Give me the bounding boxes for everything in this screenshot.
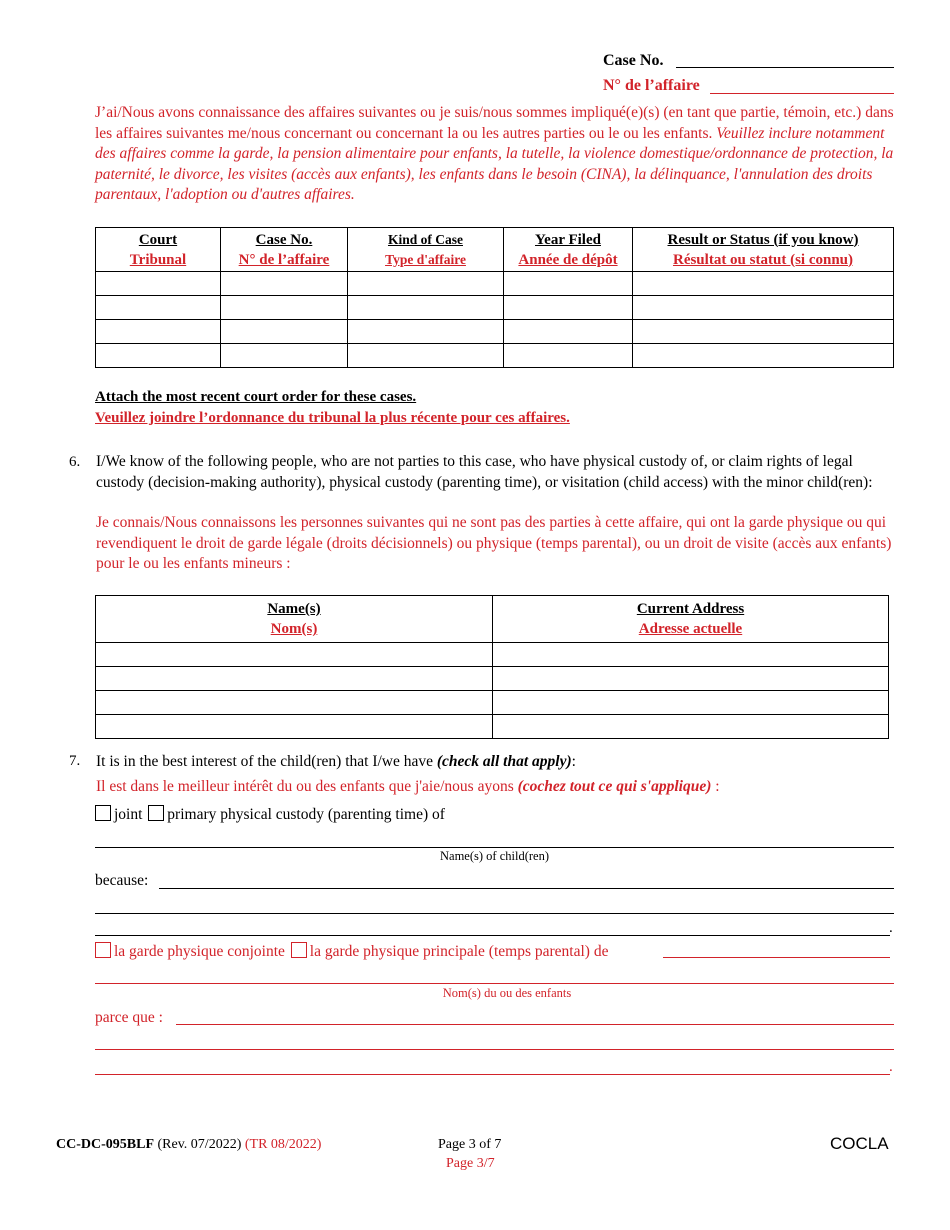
col-year-filed: Year Filed Année de dépôt (504, 228, 633, 272)
item-7-text-plain: It is in the best interest of the child(ren) that I/we have (96, 753, 437, 770)
because-label-fr: parce que : (95, 1009, 163, 1026)
table-cell[interactable] (633, 296, 894, 320)
item-6-text-fr: Je connais/Nous connaissons les personnes suivantes qui ne sont pas des parties à cette affaire, qui ont la garde physique ou qui revendiquent le droit de garde légale (droits décisionnels) ou physique (temps parental), ou un droit de visite (accès aux enfants) pour le ou les enfants mineurs : (96, 514, 892, 572)
form-id: CC-DC-095BLF (56, 1137, 154, 1152)
because-period: . (889, 920, 893, 936)
because-field-1[interactable] (159, 888, 894, 889)
cases-table-header (96, 228, 894, 272)
table-row (96, 643, 889, 667)
table-cell[interactable] (96, 691, 493, 715)
col-kind-of-case: Kind of Case Type d'affaire (348, 228, 504, 272)
col-case-no: Case No. N° de l’affaire (221, 228, 348, 272)
item-7-fr-colon: : (711, 778, 720, 795)
joint-checkbox-fr[interactable] (95, 942, 111, 958)
table-cell[interactable] (493, 667, 889, 691)
item-6-text: I/We know of the following people, who are not parties to this case, who have physical custody of, or claim rights of legal custody (decision-making authority), physical custody (parenting time), or visitation (child access) with the minor child(ren): (96, 453, 873, 491)
table-row (96, 296, 894, 320)
table-cell[interactable] (504, 296, 633, 320)
table-cell[interactable] (221, 320, 348, 344)
table-row (96, 344, 894, 368)
joint-label: joint (114, 806, 143, 823)
joint-label-fr: la garde physique conjointe (114, 943, 285, 960)
because-period-fr: . (889, 1059, 893, 1075)
table-cell[interactable] (96, 667, 493, 691)
table-row (96, 272, 894, 296)
table-cell[interactable] (493, 643, 889, 667)
item-6-number: 6. (69, 454, 81, 470)
because-field-fr-1[interactable] (176, 1024, 894, 1025)
child-names-inline-field-fr[interactable] (663, 957, 890, 958)
table-cell[interactable] (221, 272, 348, 296)
custody-options-fr (95, 942, 608, 961)
table-row (96, 320, 894, 344)
footer-page-fr: Page 3/7 (446, 1156, 495, 1171)
table-row (96, 715, 889, 739)
table-cell[interactable] (221, 344, 348, 368)
table-cell[interactable] (348, 272, 504, 296)
primary-label: primary physical custody (parenting time) of (167, 806, 445, 823)
form-revision: (Rev. 07/2022) (157, 1137, 242, 1152)
item-7-text-fr-plain: Il est dans le meilleur intérêt du ou des enfants que j'aie/nous ayons (96, 778, 518, 795)
item-7-text-fr (96, 778, 720, 796)
table-cell[interactable] (348, 344, 504, 368)
attach-notice-fr: Veuillez joindre l’ordonnance du tribunal la plus récente pour ces affaires. (95, 410, 570, 426)
table-cell[interactable] (348, 320, 504, 344)
footer-form-id (56, 1137, 321, 1153)
custody-options (95, 805, 445, 824)
table-cell[interactable] (221, 296, 348, 320)
child-names-field-fr[interactable] (95, 983, 894, 984)
intro-plain: J’ai/Nous avons connaissance des affaires suivantes ou je suis/nous sommes impliqué(e)(s) (en tant que partie, témoin, etc.) dans les affaires suivantes me/nous concernant ou concernant la ou les autres parties ou le ou les enfants. (95, 104, 894, 142)
item-7-text-fr-italic: (cochez tout ce qui s'applique) (517, 778, 712, 795)
item-7-text (96, 753, 576, 771)
form-translation-revision: (TR 08/2022) (244, 1137, 322, 1152)
because-field-3[interactable] (95, 935, 890, 936)
child-names-field[interactable] (95, 847, 894, 848)
table-cell[interactable] (493, 715, 889, 739)
table-cell[interactable] (504, 272, 633, 296)
primary-checkbox[interactable] (148, 805, 164, 821)
primary-label-fr: la garde physique principale (temps parental) de (309, 943, 609, 960)
footer-brand: COCLA (830, 1134, 889, 1153)
table-cell[interactable] (96, 320, 221, 344)
primary-checkbox-fr[interactable] (291, 942, 307, 958)
people-table-header (96, 596, 889, 643)
item-7-number: 7. (69, 753, 81, 769)
table-cell[interactable] (96, 272, 221, 296)
case-no-label: Case No. (603, 52, 664, 69)
col-names: Name(s) Nom(s) (96, 596, 493, 643)
table-cell[interactable] (96, 344, 221, 368)
item-7-text-italic: (check all that apply) (436, 753, 572, 770)
intro-paragraph (95, 103, 895, 206)
because-label: because: (95, 872, 149, 889)
col-result-status: Result or Status (if you know) Résultat ou statut (si connu) (633, 228, 894, 272)
because-field-fr-3[interactable] (95, 1074, 890, 1075)
case-no-field[interactable] (676, 67, 894, 68)
because-field-fr-2[interactable] (95, 1049, 894, 1050)
footer-page: Page 3 of 7 (438, 1137, 502, 1152)
table-cell[interactable] (96, 715, 493, 739)
child-names-caption: Name(s) of child(ren) (440, 849, 549, 863)
table-cell[interactable] (348, 296, 504, 320)
table-cell[interactable] (633, 272, 894, 296)
case-no-label-fr: N° de l’affaire (603, 77, 700, 94)
table-row (96, 667, 889, 691)
cases-table (95, 227, 894, 368)
child-names-caption-fr: Nom(s) du ou des enfants (442, 986, 572, 1000)
table-cell[interactable] (493, 691, 889, 715)
table-row (96, 691, 889, 715)
table-cell[interactable] (633, 320, 894, 344)
joint-checkbox[interactable] (95, 805, 111, 821)
intro-italic: Veuillez inclure notamment des affaires comme la garde, la pension alimentaire pour enfants, la tutelle, la violence domestique/ordonnance de protection, la paternité, le divorce, les visites (accès aux enfants), les enfants dans le besoin (CINA), la délinquance, l'annulation des droits parentaux, l'adoption ou d'autres affaires. (95, 124, 894, 203)
attach-notice: Attach the most recent court order for these cases. (95, 389, 417, 405)
table-cell[interactable] (633, 344, 894, 368)
col-court: Court Tribunal (96, 228, 221, 272)
table-cell[interactable] (504, 344, 633, 368)
because-field-2[interactable] (95, 913, 894, 914)
table-cell[interactable] (96, 643, 493, 667)
item-7-colon: : (571, 753, 576, 770)
table-cell[interactable] (504, 320, 633, 344)
table-cell[interactable] (96, 296, 221, 320)
case-no-field-fr[interactable] (710, 93, 894, 94)
people-table (95, 595, 889, 739)
col-current-address: Current Address Adresse actuelle (493, 596, 889, 643)
